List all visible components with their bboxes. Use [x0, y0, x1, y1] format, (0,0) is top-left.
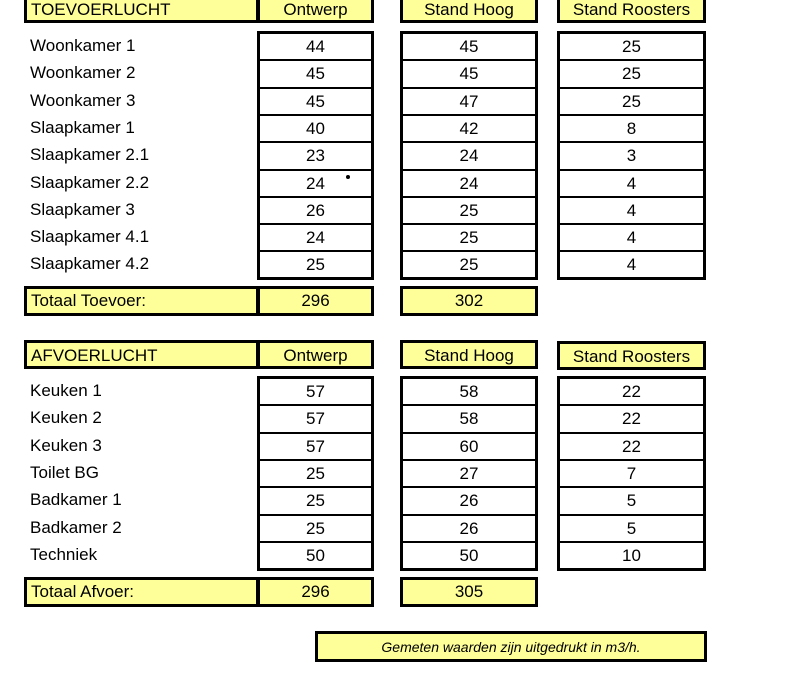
value-cell: 25 — [403, 250, 535, 279]
room-label: Slaapkamer 2.1 — [30, 145, 150, 165]
value-cell: 45 — [260, 59, 371, 88]
value-cell: 26 — [403, 514, 535, 543]
value-cell: 10 — [560, 541, 703, 570]
toevoer-ontwerp-column — [257, 31, 374, 280]
room-label: Badkamer 1 — [30, 490, 122, 510]
value-cell: 25 — [260, 250, 371, 279]
afvoer-ontwerp-column — [257, 376, 374, 571]
room-label: Techniek — [30, 544, 98, 564]
value-cell: 24 — [260, 169, 371, 198]
value-cell: 57 — [306, 382, 325, 401]
value-cell: 45 — [459, 37, 479, 56]
value-cell: 4 — [560, 196, 703, 225]
afvoer-total-label: Totaal Afvoer: — [24, 577, 259, 607]
value-cell: 58 — [459, 382, 479, 401]
value-cell: 27 — [403, 459, 535, 488]
value-cell: 5 — [560, 486, 703, 515]
toevoer-header-ontwerp: Ontwerp — [257, 0, 374, 23]
room-label: Badkamer 2 — [30, 517, 122, 537]
afvoer-stand-hoog-column — [400, 376, 538, 571]
room-label: Woonkamer 3 — [30, 90, 136, 110]
afvoer-stand-roosters-column — [557, 376, 706, 571]
value-cell: 50 — [260, 541, 371, 570]
room-label: Keuken 2 — [30, 408, 102, 428]
value-cell: 26 — [403, 486, 535, 515]
value-cell: 22 — [560, 404, 703, 433]
toevoer-header-stand-hoog: Stand Hoog — [400, 0, 538, 23]
value-cell: 4 — [560, 223, 703, 252]
value-cell: 47 — [403, 87, 535, 116]
room-label: Woonkamer 2 — [30, 63, 136, 83]
toevoer-total-hoog: 302 — [400, 286, 538, 316]
value-cell: 4 — [560, 169, 703, 198]
units-note: Gemeten waarden zijn uitgedrukt in m3/h. — [315, 631, 707, 662]
value-cell: 26 — [260, 196, 371, 225]
value-cell: 4 — [560, 250, 703, 279]
value-cell: 40 — [260, 114, 371, 143]
value-cell: 5 — [560, 514, 703, 543]
value-cell: 57 — [260, 404, 371, 433]
value-cell: 24 — [260, 223, 371, 252]
value-cell: 7 — [560, 459, 703, 488]
afvoer-header-stand-hoog: Stand Hoog — [400, 340, 538, 369]
toevoer-total-label: Totaal Toevoer: — [24, 286, 259, 316]
value-cell: 25 — [260, 486, 371, 515]
value-cell: 25 — [622, 37, 641, 56]
room-label: Toilet BG — [30, 462, 99, 482]
room-label: Woonkamer 1 — [30, 36, 136, 55]
value-cell: 3 — [560, 141, 703, 170]
afvoer-header-stand-roosters: Stand Roosters — [557, 341, 706, 370]
value-cell: 45 — [260, 87, 371, 116]
toevoer-total-ontwerp: 296 — [257, 286, 374, 316]
value-cell: 25 — [403, 223, 535, 252]
value-cell: 22 — [560, 432, 703, 461]
room-label: Keuken 1 — [30, 381, 102, 400]
value-cell: 25 — [403, 196, 535, 225]
value-cell: 24 — [403, 141, 535, 170]
value-cell: 25 — [260, 459, 371, 488]
stray-dot — [346, 175, 350, 179]
afvoer-total-ontwerp: 296 — [257, 577, 374, 607]
value-cell: 45 — [403, 59, 535, 88]
value-cell: 60 — [403, 432, 535, 461]
afvoer-total-hoog: 305 — [400, 577, 538, 607]
value-cell: 23 — [260, 141, 371, 170]
room-label: Slaapkamer 3 — [30, 199, 135, 219]
room-label: Keuken 3 — [30, 435, 102, 455]
value-cell: 22 — [622, 382, 641, 401]
room-label: Slaapkamer 4.1 — [30, 227, 150, 247]
afvoer-header-ontwerp: Ontwerp — [257, 340, 374, 369]
toevoer-title: TOEVOERLUCHT — [24, 0, 259, 23]
value-cell: 8 — [560, 114, 703, 143]
value-cell: 57 — [260, 432, 371, 461]
toevoer-stand-hoog-column — [400, 31, 538, 280]
room-label: Slaapkamer 1 — [30, 117, 135, 137]
value-cell: 25 — [560, 59, 703, 88]
room-label: Slaapkamer 2.2 — [30, 172, 150, 192]
value-cell: 44 — [306, 37, 325, 56]
toevoer-header-stand-roosters: Stand Roosters — [557, 0, 706, 23]
value-cell: 25 — [260, 514, 371, 543]
toevoer-stand-roosters-column — [557, 31, 706, 280]
value-cell: 25 — [560, 87, 703, 116]
value-cell: 58 — [403, 404, 535, 433]
value-cell: 24 — [403, 169, 535, 198]
afvoer-title: AFVOERLUCHT — [24, 340, 259, 369]
value-cell: 50 — [403, 541, 535, 570]
room-label: Slaapkamer 4.2 — [30, 254, 150, 274]
value-cell: 42 — [403, 114, 535, 143]
